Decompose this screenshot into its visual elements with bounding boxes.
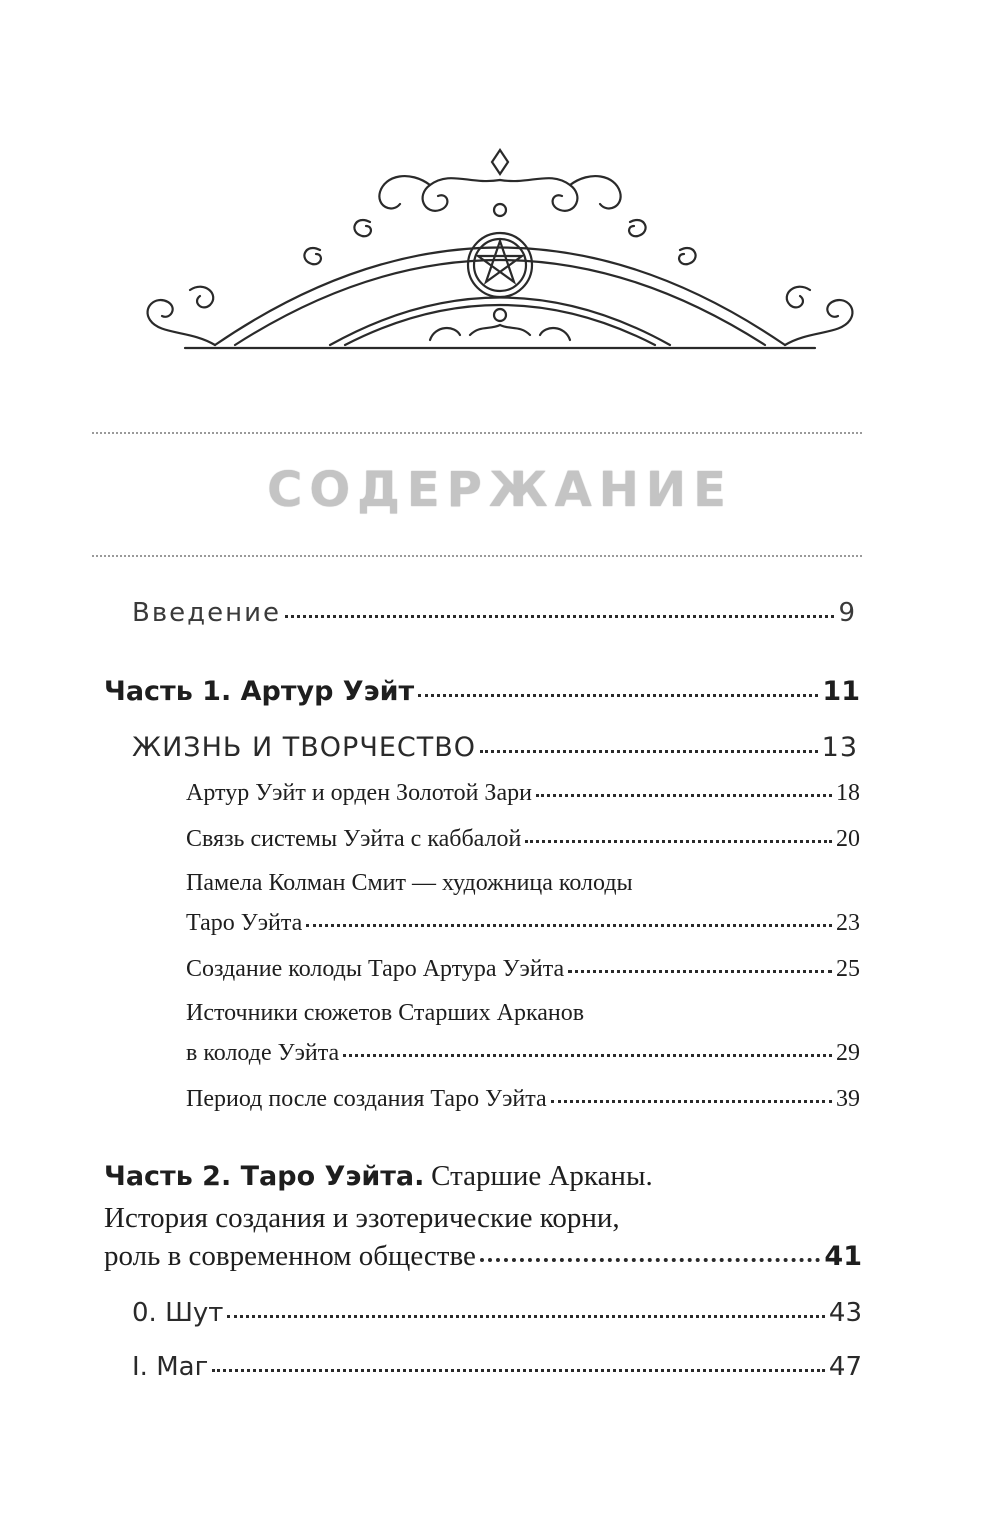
toc-part2-subtitle: Старшие Арканы. — [431, 1160, 653, 1192]
dot-leader — [525, 840, 832, 843]
toc-part2-label: Часть 2. Таро Уэйта. — [104, 1161, 425, 1192]
toc-subentry[interactable] — [186, 826, 860, 853]
dot-leader — [418, 694, 818, 697]
toc-entry-page: 41 — [824, 1241, 862, 1272]
toc-entry-title: Создание колоды Таро Артура Уэйта — [186, 956, 565, 982]
toc-entry-title: I. Маг — [132, 1352, 209, 1382]
page-title: СОДЕРЖАНИЕ — [267, 462, 733, 518]
dot-leader — [343, 1054, 832, 1057]
toc-subentry[interactable] — [186, 1086, 860, 1113]
toc-entry-title: роль в современном обществе — [104, 1240, 476, 1272]
dot-leader — [212, 1369, 825, 1372]
dotted-rule-top — [92, 432, 862, 434]
toc-entry-title: Введение — [132, 598, 282, 628]
toc-entry-title: 0. Шут — [132, 1298, 224, 1328]
toc-entry-page: 29 — [836, 1040, 860, 1066]
toc-entry-title: Часть 1. Артур Уэйт — [104, 676, 415, 707]
dot-leader — [285, 615, 834, 618]
toc-subentry[interactable] — [186, 1040, 860, 1067]
toc-entry-page: 11 — [822, 676, 860, 707]
toc-entry-arcana[interactable] — [132, 1298, 862, 1328]
dot-leader — [551, 1100, 832, 1103]
toc-subentry-line1: Источники сюжетов Старших Арканов — [186, 1000, 585, 1026]
toc-entry-page: 18 — [836, 780, 860, 806]
toc-entry-title: Артур Уэйт и орден Золотой Зари — [186, 780, 532, 806]
toc-entry-life[interactable] — [132, 732, 858, 763]
toc-entry-title: Таро Уэйта — [186, 910, 303, 936]
dot-leader — [306, 924, 832, 927]
toc-subentry[interactable] — [186, 910, 860, 937]
toc-entry-page: 9 — [838, 598, 856, 628]
dot-leader — [227, 1315, 825, 1318]
dot-leader — [480, 750, 818, 753]
toc-entry-page: 25 — [836, 956, 860, 982]
toc-entry-page: 39 — [836, 1086, 860, 1112]
toc-part2-line2: История создания и эзотерические корни, — [104, 1202, 620, 1234]
pentacle-arch-ornament-icon — [130, 130, 870, 370]
dot-leader — [568, 970, 832, 973]
toc-entry-arcana[interactable] — [132, 1352, 862, 1382]
toc-entry-intro[interactable] — [132, 598, 856, 628]
dot-leader — [480, 1258, 821, 1262]
dot-leader — [536, 794, 832, 797]
toc-subentry[interactable] — [186, 780, 860, 807]
toc-part2-line1 — [104, 1160, 653, 1193]
toc-entry-page: 47 — [828, 1352, 862, 1382]
toc-entry-page: 43 — [828, 1298, 862, 1328]
toc-entry-title: Период после создания Таро Уэйта — [186, 1086, 547, 1112]
toc-entry-title: Связь системы Уэйта с каббалой — [186, 826, 522, 852]
toc-entry-page: 20 — [836, 826, 860, 852]
toc-entry-page: 13 — [821, 732, 858, 763]
toc-subentry-line1: Памела Колман Смит — художница колоды — [186, 870, 633, 896]
toc-entry-part1[interactable] — [104, 676, 860, 707]
toc-entry-page: 23 — [836, 910, 860, 936]
toc-entry-title: ЖИЗНЬ И ТВОРЧЕСТВО — [132, 732, 477, 763]
toc-entry-part2[interactable] — [104, 1240, 862, 1273]
toc-entry-title: в колоде Уэйта — [186, 1040, 340, 1066]
toc-subentry[interactable] — [186, 956, 860, 983]
dotted-rule-bottom — [92, 555, 862, 557]
